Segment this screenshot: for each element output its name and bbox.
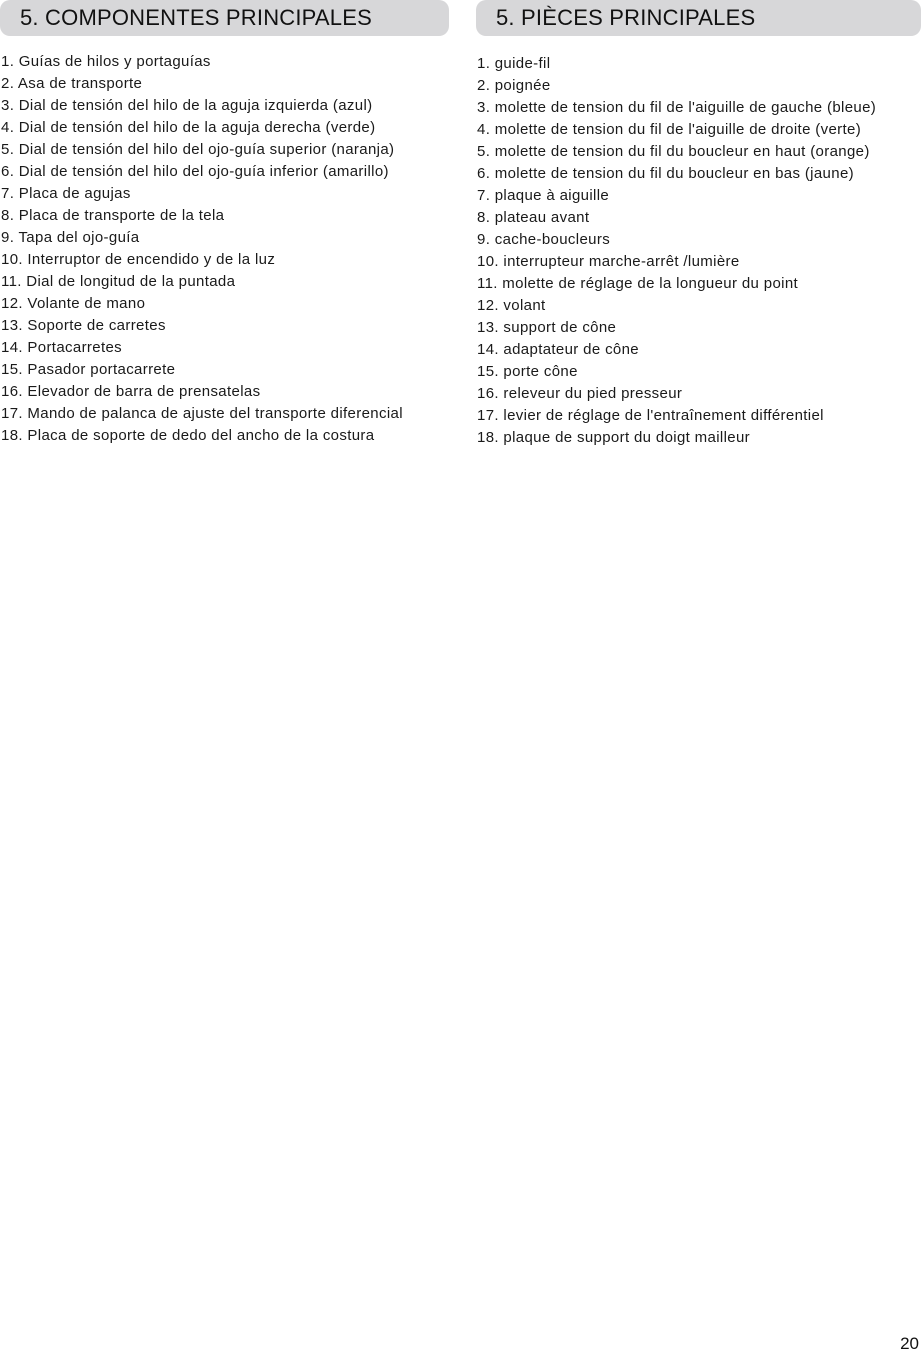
list-item: 5. molette de tension du fil du boucleur en haut (orange)	[477, 143, 870, 160]
list-item: 12. volant	[477, 297, 546, 314]
list-item: 10. interrupteur marche-arrêt /lumière	[477, 253, 740, 270]
list-item: 1. guide-fil	[477, 55, 551, 72]
list-item: 10. Interruptor de encendido y de la luz	[1, 251, 276, 268]
list-item: 9. Tapa del ojo-guía	[1, 229, 140, 246]
list-item: 13. Soporte de carretes	[1, 317, 166, 334]
list-item: 12. Volante de mano	[1, 295, 146, 312]
list-item: 4. Dial de tensión del hilo de la aguja derecha (verde)	[1, 119, 376, 136]
list-item: 1. Guías de hilos y portaguías	[1, 53, 211, 70]
list-item: 6. molette de tension du fil du boucleur en bas (jaune)	[477, 165, 854, 182]
list-item: 7. Placa de agujas	[1, 185, 131, 202]
list-item: 4. molette de tension du fil de l'aiguille de droite (verte)	[477, 121, 862, 138]
list-item: 16. releveur du pied presseur	[477, 385, 683, 402]
list-item: 3. Dial de tensión del hilo de la aguja izquierda (azul)	[1, 97, 373, 114]
list-item: 8. Placa de transporte de la tela	[1, 207, 225, 224]
list-item: 5. Dial de tensión del hilo del ojo-guía superior (naranja)	[1, 141, 395, 158]
parts-list-french	[476, 53, 922, 449]
list-item: 6. Dial de tensión del hilo del ojo-guía inferior (amarillo)	[1, 163, 389, 180]
list-item: 9. cache-boucleurs	[477, 231, 611, 248]
list-item: 18. Placa de soporte de dedo del ancho de la costura	[1, 427, 375, 444]
list-item: 8. plateau avant	[477, 209, 590, 226]
parts-list-spanish	[0, 51, 450, 447]
list-item: 11. molette de réglage de la longueur du point	[477, 275, 799, 292]
list-item: 15. Pasador portacarrete	[1, 361, 176, 378]
french-section	[476, 0, 922, 449]
list-item: 17. levier de réglage de l'entraînement différentiel	[477, 407, 824, 424]
list-item: 15. porte cône	[477, 363, 578, 380]
page-number: 20	[900, 1334, 919, 1353]
list-item: 7. plaque à aiguille	[477, 187, 610, 204]
list-item: 16. Elevador de barra de prensatelas	[1, 383, 261, 400]
list-item: 14. Portacarretes	[1, 339, 123, 356]
list-item: 18. plaque de support du doigt mailleur	[477, 429, 750, 446]
list-item: 3. molette de tension du fil de l'aiguille de gauche (bleue)	[477, 99, 877, 116]
spanish-section	[0, 0, 450, 447]
list-item: 14. adaptateur de cône	[477, 341, 639, 358]
list-item: 13. support de cône	[477, 319, 617, 336]
list-item: 17. Mando de palanca de ajuste del transporte diferencial	[1, 405, 403, 422]
section-title-french: 5. PIÈCES PRINCIPALES	[476, 0, 921, 36]
list-item: 11. Dial de longitud de la puntada	[1, 273, 236, 290]
list-item: 2. Asa de transporte	[1, 75, 143, 92]
section-title-spanish: 5. COMPONENTES PRINCIPALES	[0, 0, 449, 36]
list-item: 2. poignée	[477, 77, 551, 94]
